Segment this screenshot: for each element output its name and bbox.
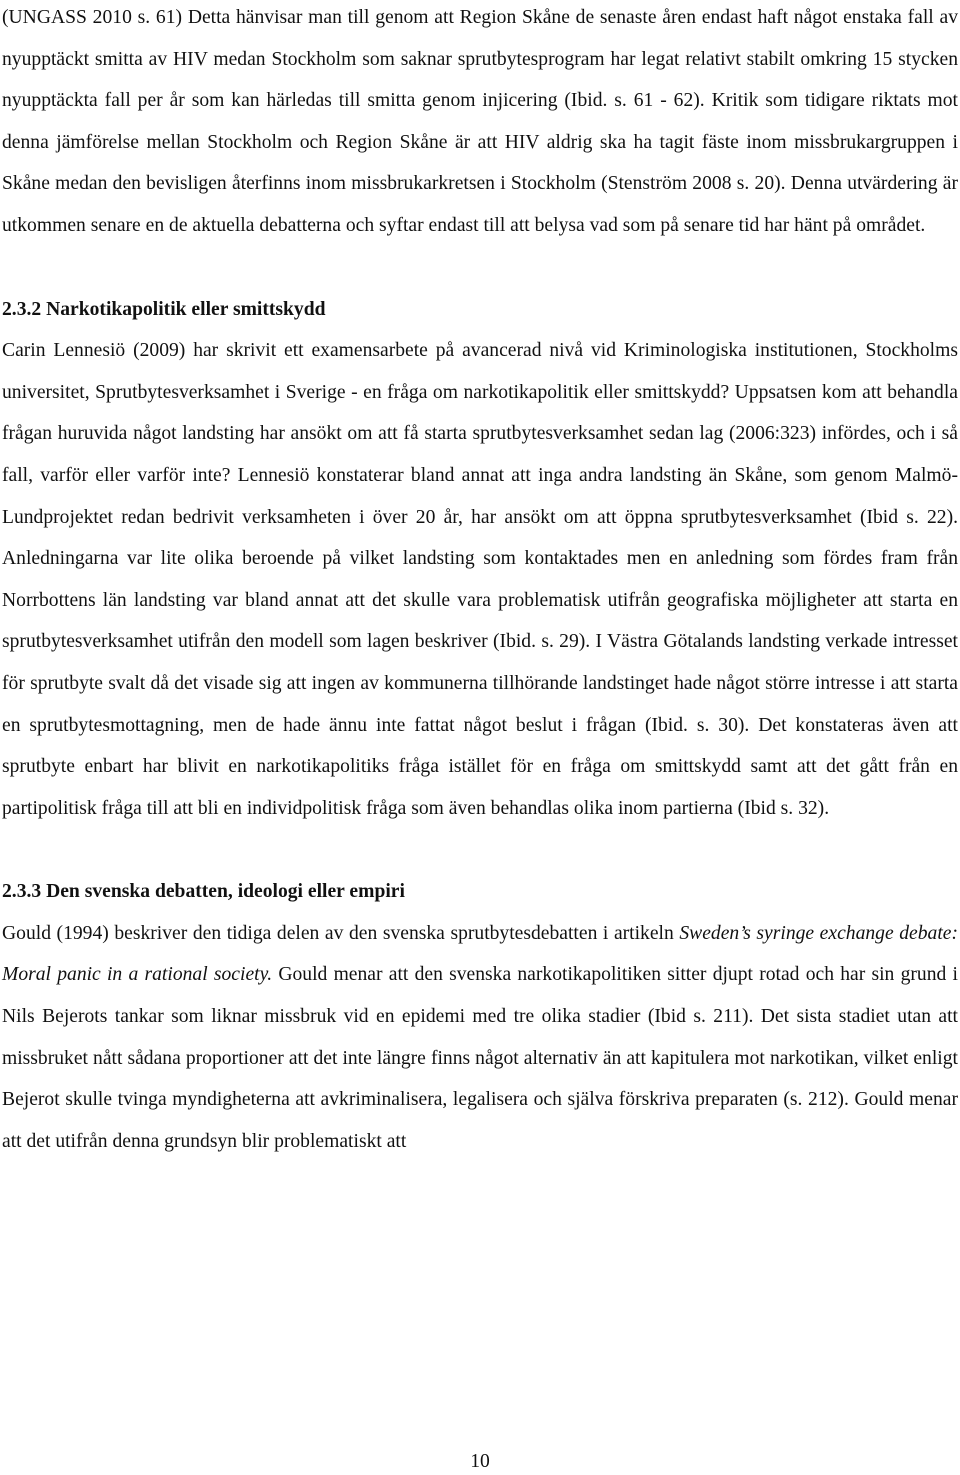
intro-paragraph: (UNGASS 2010 s. 61) Detta hänvisar man till genom att Region Skåne de senaste åren endast haft något enstaka fall av nyupptäckt smitta av HIV medan Stockholm som saknar sprutbytesprogram har legat relativt stabilt omkring 15 stycken nyupptäckta fall per år som kan härledas till smitta genom injicering (Ibid. s. 61 - 62). Kritik som tidigare riktats mot denna jämförelse mellan Stockholm och Region Skåne är att HIV aldrig ska ha tagit fäste inom missbrukargruppen i Skåne medan den bevisligen återfinns inom missbrukarkretsen i Stockholm (Stenström 2008 s. 20). Denna utvärdering är utkommen senare en de aktuella debatterna och syftar endast till att belysa vad som på senare tid har hänt på området. [2,7,958,236]
section-heading-2-3-3: 2.3.3 Den svenska debatten, ideologi eller empiri [2,881,405,903]
article-title: Sweden’s syringe exchange debate: Moral panic in a rational society. [2,922,958,986]
paragraph-text-end: Gould menar att den svenska narkotikapolitiken sitter djupt rotad och har sin grund i Nils Bejerots tankar som liknar missbruk vid en epidemi med tre olika stadier (Ibid s. 211). Det sista stadiet utan att missbruket nått sådana proportioner att det inte längre finns något alternativ än att kapitulera mot narkotikan, vilket enligt Bejerot skulle tvinga myndigheterna att avkriminalisera, legalisera och själva förskriva preparaten (s. 212). Gould menar att det utifrån denna grundsyn blir problematiskt att [2,964,958,1152]
page-number: 10 [470,1451,490,1472]
section-heading-2-3-2: 2.3.2 Narkotikapolitik eller smittskydd [2,298,326,320]
section-2-3-3-paragraph [2,913,958,1163]
paragraph-text-start: Gould (1994) beskriver den tidiga delen av den svenska sprutbytesdebatten i artikeln [2,922,680,944]
section-2-3-2-paragraph: Carin Lennesiö (2009) har skrivit ett examensarbete på avancerad nivå vid Kriminologiska institutionen, Stockholms universitet, Sprutbytesverksamhet i Sverige - en fråga om narkotikapolitik eller smittskydd? Uppsatsen kom att behandla frågan huruvida något landsting har ansökt om att få starta sprutbytesverksamhet sedan lag (2006:323) infördes, och i så fall, varför eller varför inte? Lennesiö konstaterar bland annat att inga andra landsting än Skåne, som genom Malmö- Lundprojektet redan bedrivit verksamheten i över 20 år, har ansökt om att öppna sprutbytesverksamhet (Ibid s. 22). Anledningarna var lite olika beroende på vilket landsting som kontaktades men en anledning som fördes fram från Norrbottens län landsting var bland annat att det skulle vara problematisk utifrån geografiska möjligheter att starta en sprutbytesverksamhet utifrån den modell som lagen beskriver (Ibid. s. 29). I Västra Götalands landsting verkade intresset för sprutbyte svalt då det visade sig att ingen av kommunerna tillhörande landstinget hade något större intresse i att starta en sprutbytesmottagning, men de hade ännu inte fattat något beslut i frågan (Ibid. s. 30). Det konstateras även att sprutbyte enbart har blivit en narkotikapolitiks fråga istället för en fråga om smittskydd samt att det gått från en partipolitisk fråga till att bli en individpolitisk fråga som även behandlas olika inom partierna (Ibid s. 32). [2,340,958,819]
document-page [2,0,958,1162]
